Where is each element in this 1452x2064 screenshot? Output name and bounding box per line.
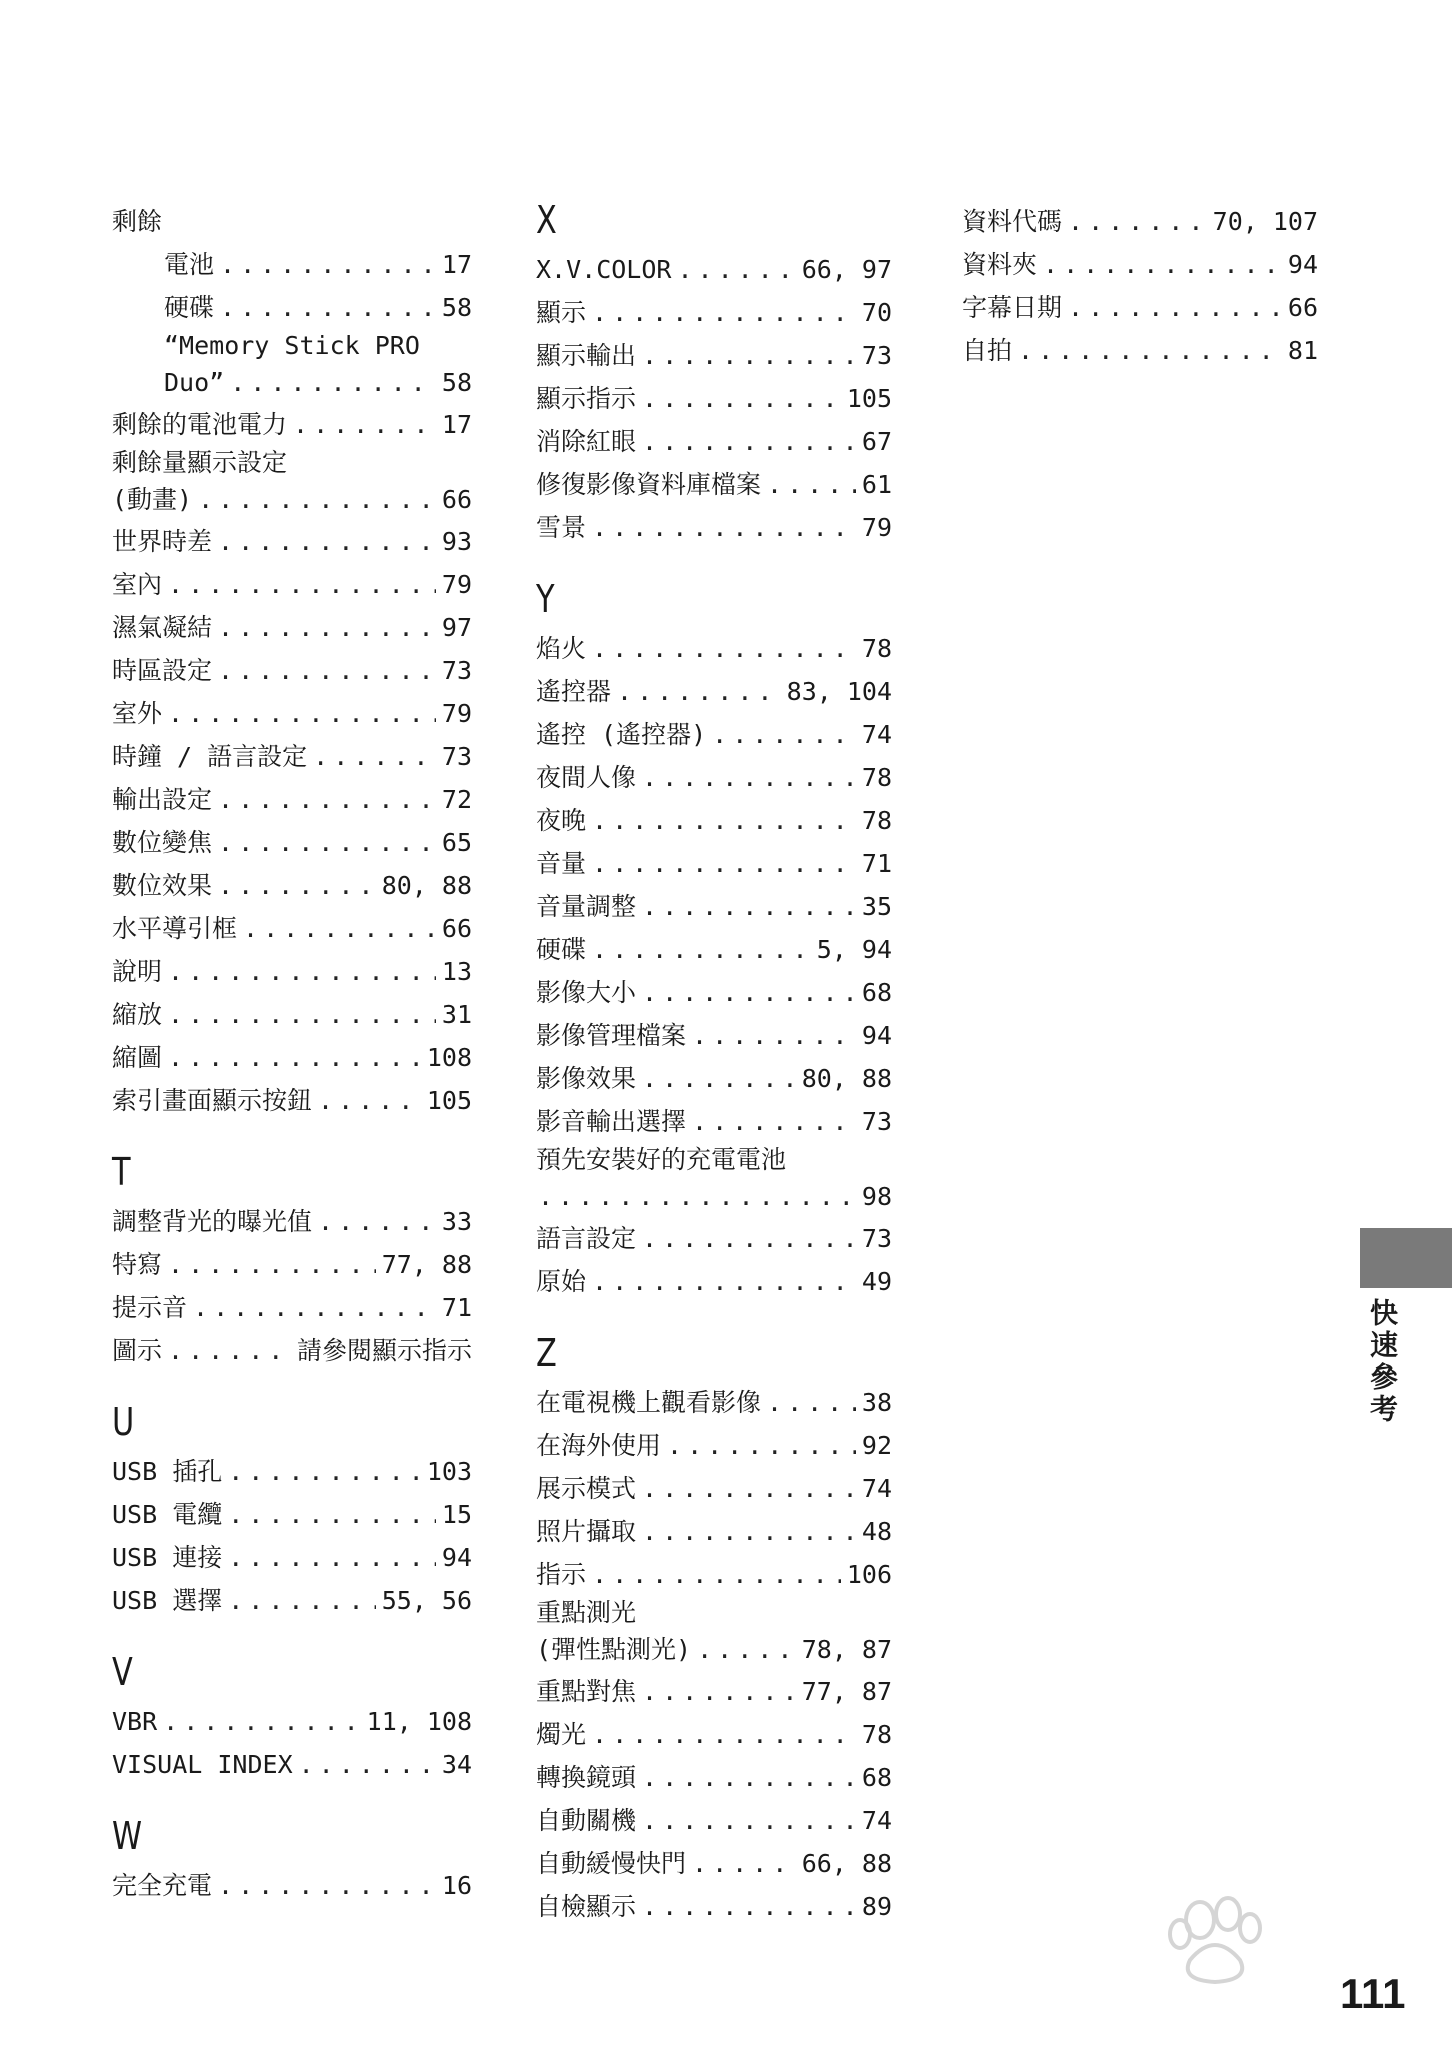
section-heading-w: W	[112, 1814, 143, 1858]
entry-term: 字幕日期	[962, 293, 1063, 322]
entry-term: 時區設定	[112, 656, 213, 685]
index-entry	[536, 334, 892, 377]
leader-dots	[642, 377, 841, 420]
entry-page: 74	[861, 1806, 892, 1835]
entry-term: USB 插孔	[112, 1457, 223, 1486]
entry-page: 80, 88	[801, 1064, 892, 1093]
leader-dots	[1043, 243, 1282, 286]
index-entry	[536, 1510, 892, 1553]
index-entry	[112, 1700, 472, 1743]
leader-dots	[592, 506, 856, 549]
entry-term: 室外	[112, 699, 163, 728]
entry-page: 66	[441, 485, 472, 514]
entry-term: 影音輸出選擇	[536, 1107, 687, 1136]
entry-term: 資料代碼	[962, 207, 1063, 236]
leader-dots	[168, 993, 436, 1036]
leader-dots	[313, 735, 436, 778]
entry-term: 音量	[536, 849, 587, 878]
leader-dots	[692, 1014, 856, 1057]
leader-dots	[228, 1579, 375, 1622]
index-entry	[112, 1286, 472, 1329]
index-entry	[112, 692, 472, 735]
index-entry	[112, 1200, 472, 1243]
index-entry	[536, 1424, 892, 1467]
entry-page: 78	[861, 763, 892, 792]
index-entry	[536, 1670, 892, 1713]
entry-page: 15	[441, 1500, 472, 1529]
entry-page: 67	[861, 427, 892, 456]
entry-term: 硬碟	[536, 935, 587, 964]
index-entry	[112, 403, 472, 446]
entry-page: 77, 87	[801, 1677, 892, 1706]
index-entry	[962, 286, 1318, 329]
entry-page: 92	[861, 1431, 892, 1460]
leader-dots	[642, 1510, 856, 1553]
leader-dots	[218, 649, 436, 692]
leader-dots	[218, 520, 436, 563]
index-entry	[536, 1014, 892, 1057]
leader-dots	[642, 1885, 856, 1928]
index-entry	[536, 885, 892, 928]
entry-page: 34	[441, 1750, 472, 1779]
entry-page: 78	[861, 1720, 892, 1749]
leader-dots	[228, 1450, 421, 1493]
entry-term: 修復影像資料庫檔案	[536, 470, 762, 499]
leader-dots	[318, 1200, 436, 1243]
leader-dots	[218, 1864, 436, 1907]
index-entry	[536, 1057, 892, 1100]
entry-page: 61	[861, 470, 892, 499]
leader-dots	[193, 1286, 436, 1329]
leader-dots	[642, 1799, 856, 1842]
entry-page: 70, 107	[1212, 207, 1318, 236]
entry-term: 影像大小	[536, 978, 637, 1007]
entry-page: 31	[441, 1000, 472, 1029]
leader-dots	[318, 1079, 421, 1122]
entry-term: 水平導引框	[112, 914, 238, 943]
entry-term: 轉換鏡頭	[536, 1763, 637, 1792]
leader-dots	[1018, 329, 1282, 372]
index-entry	[962, 200, 1318, 243]
leader-dots	[677, 248, 795, 291]
entry-term: 自動緩慢快門	[536, 1849, 687, 1878]
index-entry	[962, 329, 1318, 372]
entry-page: 65	[441, 828, 472, 857]
entry-term: 雪景	[536, 513, 587, 542]
leader-dots	[767, 463, 856, 506]
leader-dots	[692, 1100, 856, 1143]
entry-page: 66, 88	[801, 1849, 892, 1878]
entry-page: 105	[426, 1086, 472, 1115]
index-entry	[536, 1842, 892, 1885]
leader-dots	[712, 713, 856, 756]
index-entry	[112, 821, 472, 864]
entry-term: 縮圖	[112, 1043, 163, 1072]
entry-term: 影像管理檔案	[536, 1021, 687, 1050]
leader-dots	[592, 291, 856, 334]
index-entry	[536, 1217, 892, 1260]
leader-dots	[168, 1329, 291, 1372]
index-entry	[536, 1100, 892, 1143]
entry-term: 硬碟	[164, 293, 215, 322]
leader-dots	[692, 1842, 796, 1885]
section-tab-label: 快速參考	[1366, 1298, 1399, 1426]
entry-term: 提示音	[112, 1293, 188, 1322]
leader-dots	[220, 243, 436, 286]
leader-dots	[293, 403, 436, 446]
entry-page: 請參閱顯示指示	[296, 1336, 472, 1365]
leader-dots	[1068, 286, 1282, 329]
index-entry	[536, 1467, 892, 1510]
entry-term: 電池	[164, 250, 215, 279]
index-entry	[112, 1864, 472, 1907]
entry-term: USB 選擇	[112, 1586, 223, 1615]
index-entry	[112, 363, 472, 403]
entry-term: 顯示指示	[536, 384, 637, 413]
entry-term: 在電視機上觀看影像	[536, 1388, 762, 1417]
entry-term: 自檢顯示	[536, 1892, 637, 1921]
index-entry	[536, 1630, 892, 1670]
leader-dots	[642, 1756, 856, 1799]
entry-page: 73	[861, 1224, 892, 1253]
section-tab-marker	[1360, 1228, 1452, 1288]
index-entry	[112, 778, 472, 821]
index-entry	[112, 1079, 472, 1122]
entry-page: 94	[441, 1543, 472, 1572]
entry-term: 數位效果	[112, 871, 213, 900]
index-entry	[536, 1756, 892, 1799]
entry-page: 74	[861, 720, 892, 749]
leader-dots	[163, 1700, 360, 1743]
index-column-2	[536, 200, 892, 1928]
index-entry	[112, 243, 472, 286]
entry-page: 68	[861, 978, 892, 1007]
entry-term: 展示模式	[536, 1474, 637, 1503]
entry-page: 5, 94	[816, 935, 892, 964]
entry-page: 66	[1287, 293, 1318, 322]
leader-dots	[243, 907, 436, 950]
entry-page: 71	[441, 1293, 472, 1322]
leader-dots	[642, 885, 856, 928]
entry-term: 世界時差	[112, 527, 213, 556]
entry-page: 38	[861, 1388, 892, 1417]
leader-dots	[592, 799, 856, 842]
entry-line1: “Memory Stick PRO	[164, 331, 420, 360]
leader-dots	[220, 286, 436, 329]
index-entry	[112, 1243, 472, 1286]
entry-term: 調整背光的曝光值	[112, 1207, 313, 1236]
entry-page: 108	[426, 1043, 472, 1072]
leader-dots	[667, 1424, 856, 1467]
entry-term: 音量調整	[536, 892, 637, 921]
index-entry	[536, 248, 892, 291]
entry-page: 13	[441, 957, 472, 986]
page-number: 111	[1340, 1970, 1406, 2017]
entry-term: 影像效果	[536, 1064, 637, 1093]
index-entry	[112, 1579, 472, 1622]
entry-page: 78	[861, 806, 892, 835]
entry-term: 顯示輸出	[536, 341, 637, 370]
index-entry	[112, 735, 472, 778]
entry-term: (彈性點測光)	[536, 1635, 692, 1664]
entry-term: 時鐘 / 語言設定	[112, 742, 308, 771]
entry-term: 輸出設定	[112, 785, 213, 814]
entry-term: 夜間人像	[536, 763, 637, 792]
index-entry	[112, 1036, 472, 1079]
entry-page: 83, 104	[786, 677, 892, 706]
section-heading-x: X	[536, 198, 557, 242]
entry-page: 66, 97	[801, 255, 892, 284]
entry-term: 自拍	[962, 336, 1013, 365]
section-heading-y: Y	[536, 577, 555, 621]
entry-page: 79	[441, 570, 472, 599]
index-entry	[536, 799, 892, 842]
entry-term: 遙控器	[536, 677, 612, 706]
leader-dots	[168, 1243, 376, 1286]
entry-term: 數位變焦	[112, 828, 213, 857]
leader-dots	[592, 627, 856, 670]
leader-dots	[168, 563, 436, 606]
leader-dots	[168, 692, 436, 735]
entry-page: 103	[426, 1457, 472, 1486]
leader-dots	[218, 606, 436, 649]
entry-page: 33	[441, 1207, 472, 1236]
index-entry	[112, 864, 472, 907]
leader-dots	[299, 1743, 436, 1786]
entry-page: 80, 88	[381, 871, 472, 900]
entry-page: 16	[441, 1871, 472, 1900]
section-heading-v: V	[112, 1650, 133, 1694]
section-heading-z: Z	[536, 1331, 557, 1375]
entry-page: 97	[441, 613, 472, 642]
index-entry	[112, 1743, 472, 1786]
entry-page: 71	[861, 849, 892, 878]
entry-page: 70	[861, 298, 892, 327]
index-entry	[536, 463, 892, 506]
index-entry	[536, 971, 892, 1014]
entry-term: 顯示	[536, 298, 587, 327]
index-entry	[536, 670, 892, 713]
entry-term: 縮放	[112, 1000, 163, 1029]
index-entry	[536, 1885, 892, 1928]
entry-page: 17	[441, 410, 472, 439]
index-entry	[112, 950, 472, 993]
leader-dots	[642, 1217, 856, 1260]
leader-dots	[1068, 200, 1207, 243]
section-heading-t: T	[112, 1150, 131, 1194]
leader-dots	[642, 334, 856, 377]
entry-page: 48	[861, 1517, 892, 1546]
index-column-3	[962, 200, 1318, 372]
entry-page: 89	[861, 1892, 892, 1921]
leader-dots	[168, 1036, 421, 1079]
entry-page: 58	[441, 368, 472, 397]
entry-page: 81	[1287, 336, 1318, 365]
entry-page: 49	[861, 1267, 892, 1296]
index-entry	[112, 480, 472, 520]
index-entry	[112, 520, 472, 563]
index-entry	[536, 1713, 892, 1756]
index-entry	[536, 1260, 892, 1303]
entry-page: 94	[1287, 250, 1318, 279]
leader-dots	[642, 1467, 856, 1510]
entry-page: 94	[861, 1021, 892, 1050]
index-entry	[112, 649, 472, 692]
leader-dots	[642, 971, 856, 1014]
entry-term: USB 連接	[112, 1543, 223, 1572]
entry-term: 消除紅眼	[536, 427, 637, 456]
index-entry	[112, 993, 472, 1036]
leader-dots	[592, 1260, 856, 1303]
index-entry	[112, 606, 472, 649]
entry-page: 77, 88	[381, 1250, 472, 1279]
entry-page: 73	[441, 742, 472, 771]
entry-page: 11, 108	[366, 1707, 472, 1736]
leader-dots	[592, 842, 856, 885]
index-entry	[536, 842, 892, 885]
entry-term: 室內	[112, 570, 163, 599]
entry-term: 燭光	[536, 1720, 587, 1749]
entry-line1: 預先安裝好的充電電池	[536, 1145, 787, 1174]
leader-dots	[592, 928, 811, 971]
entry-page: 98	[861, 1182, 892, 1211]
leader-dots	[228, 1493, 436, 1536]
entry-page: 73	[861, 341, 892, 370]
entry-term: 遙控 (遙控器)	[536, 720, 707, 749]
index-entry	[536, 1177, 892, 1217]
index-entry	[536, 420, 892, 463]
entry-term: 完全充電	[112, 1871, 213, 1900]
entry-line1: 重點測光	[536, 1598, 637, 1627]
entry-term: 資料夾	[962, 250, 1038, 279]
entry-term: 索引畫面顯示按鈕	[112, 1086, 313, 1115]
entry-page: 55, 56	[381, 1586, 472, 1615]
entry-term: 語言設定	[536, 1224, 637, 1253]
entry-term: 圖示	[112, 1336, 163, 1365]
index-entry	[536, 756, 892, 799]
index-entry	[112, 1329, 472, 1372]
index-entry	[536, 713, 892, 756]
leader-dots	[198, 480, 436, 520]
entry-term: 自動關機	[536, 1806, 637, 1835]
leader-dots	[697, 1630, 796, 1670]
entry-page: 78, 87	[801, 1635, 892, 1664]
leader-dots	[230, 363, 436, 403]
entry-term: USB 電纜	[112, 1500, 223, 1529]
leader-dots	[642, 756, 856, 799]
index-entry	[962, 243, 1318, 286]
index-entry	[536, 506, 892, 549]
leader-dots	[642, 1670, 796, 1713]
paw-watermark-icon	[1030, 1880, 1370, 2020]
entry-line1: 剩餘量顯示設定	[112, 448, 288, 477]
leader-dots	[218, 821, 436, 864]
index-entry: 剩餘	[112, 207, 163, 236]
leader-dots	[642, 420, 856, 463]
leader-dots	[228, 1536, 436, 1579]
index-entry	[112, 907, 472, 950]
entry-term: 濕氣凝結	[112, 613, 213, 642]
index-entry	[112, 1536, 472, 1579]
entry-page: 79	[861, 513, 892, 542]
entry-page: 73	[861, 1107, 892, 1136]
entry-term: Duo”	[164, 368, 225, 397]
index-entry	[536, 1553, 892, 1596]
entry-page: 73	[441, 656, 472, 685]
entry-term: 原始	[536, 1267, 587, 1296]
index-entry	[536, 291, 892, 334]
entry-term: VBR	[112, 1707, 158, 1736]
entry-term: VISUAL INDEX	[112, 1750, 293, 1779]
leader-dots	[218, 864, 376, 907]
leader-dots	[642, 1057, 796, 1100]
entry-page: 78	[861, 634, 892, 663]
entry-page: 58	[441, 293, 472, 322]
entry-term: 重點對焦	[536, 1677, 637, 1706]
entry-term: 在海外使用	[536, 1431, 662, 1460]
entry-page: 105	[846, 384, 892, 413]
entry-page: 35	[861, 892, 892, 921]
entry-term: 指示	[536, 1560, 587, 1589]
index-entry	[536, 627, 892, 670]
index-entry	[112, 1493, 472, 1536]
index-entry	[536, 1381, 892, 1424]
entry-term: 剩餘的電池電力	[112, 410, 288, 439]
index-entry	[112, 563, 472, 606]
entry-page: 17	[441, 250, 472, 279]
index-entry	[112, 1450, 472, 1493]
entry-term: (動畫)	[112, 485, 193, 514]
index-entry	[536, 1799, 892, 1842]
entry-term: 照片攝取	[536, 1517, 637, 1546]
leader-dots	[767, 1381, 856, 1424]
entry-page: 106	[846, 1560, 892, 1589]
entry-term: 說明	[112, 957, 163, 986]
entry-page: 66	[441, 914, 472, 943]
entry-term: X.V.COLOR	[536, 255, 672, 284]
entry-page: 74	[861, 1474, 892, 1503]
leader-dots	[617, 670, 781, 713]
entry-page: 68	[861, 1763, 892, 1792]
section-heading-u: U	[112, 1400, 135, 1444]
index-entry	[536, 928, 892, 971]
leader-dots	[538, 1177, 856, 1217]
entry-page: 93	[441, 527, 472, 556]
leader-dots	[592, 1553, 841, 1596]
index-column-1	[112, 200, 472, 1907]
entry-page: 72	[441, 785, 472, 814]
entry-page: 79	[441, 699, 472, 728]
leader-dots	[592, 1713, 856, 1756]
index-entry	[536, 377, 892, 420]
index-entry	[112, 286, 472, 329]
leader-dots	[168, 950, 436, 993]
entry-term: 夜晚	[536, 806, 587, 835]
leader-dots	[218, 778, 436, 821]
entry-term: 特寫	[112, 1250, 163, 1279]
entry-term: 焰火	[536, 634, 587, 663]
